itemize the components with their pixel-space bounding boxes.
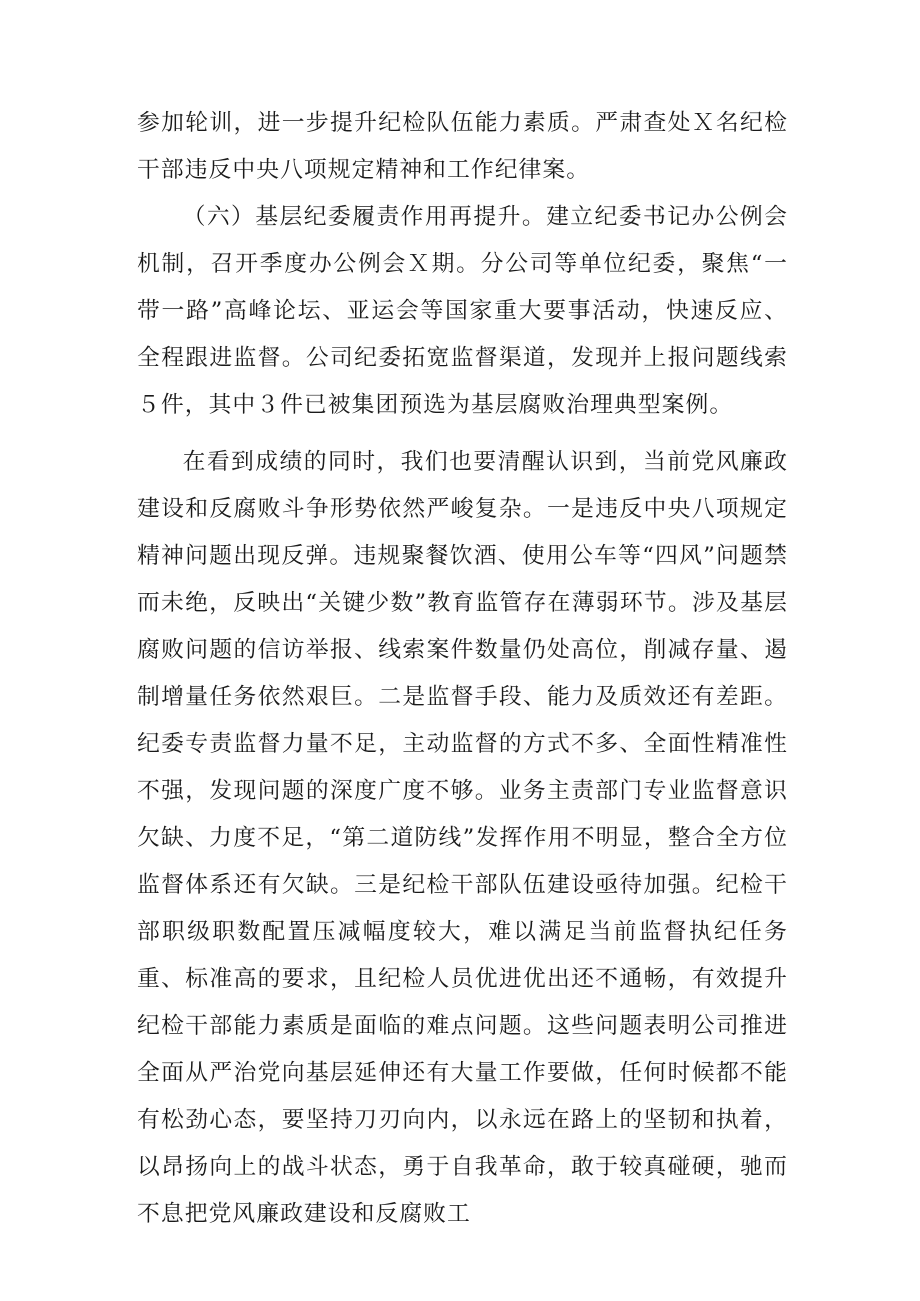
paragraph-gap [137, 429, 788, 439]
document-body [137, 100, 788, 1238]
paragraph-problems: 在看到成绩的同时，我们也要清醒认识到，当前党风廉政建设和反腐败斗争形势依然严峻复杂。一是违反中央八项规定精神问题出现反弹。违规聚餐饮酒、使用公车等“四风”问题禁而未绝，反映出“关键少数”教育监管存在薄弱环节。涉及基层腐败问题的信访举报、线索案件数量仍处高位，削减存量、遏制增量任务依然艰巨。二是监督手段、能力及质效还有差距。纪委专责监督力量不足，主动监督的方式不多、全面性精准性不强，发现问题的深度广度不够。业务主责部门专业监督意识欠缺、力度不足，“第二道防线”发挥作用不明显，整合全方位监督体系还有欠缺。三是纪检干部队伍建设亟待加强。纪检干部职级职数配置压减幅度较大，难以满足当前监督执纪任务重、标准高的要求，且纪检人员优进优出还不通畅，有效提升纪检干部能力素质是面临的难点问题。这些问题表明公司推进全面从严治党向基层延伸还有大量工作要做，任何时候都不能有松劲心态，要坚持刀刃向内，以永远在路上的坚韧和执着，以昂扬向上的战斗状态，勇于自我革命，敢于较真碰硬，驰而不息把党风廉政建设和反腐败工 [137, 449, 788, 1227]
paragraph-section-six: （六）基层纪委履责作用再提升。建立纪委书记办公例会机制，召开季度办公例会Ｘ期。分公司等单位纪委，聚焦“一带一路”高峰论坛、亚运会等国家重大要事活动，快速反应、全程跟进监督。公司纪委拓宽监督渠道，发现并上报问题线索５件，其中３件已被集团预选为基层腐败治理典型案例。 [137, 204, 788, 418]
paragraph-continuation: 参加轮训，进一步提升纪检队伍能力素质。严肃查处Ｘ名纪检干部违反中央八项规定精神和工作纪律案。 [137, 110, 788, 183]
